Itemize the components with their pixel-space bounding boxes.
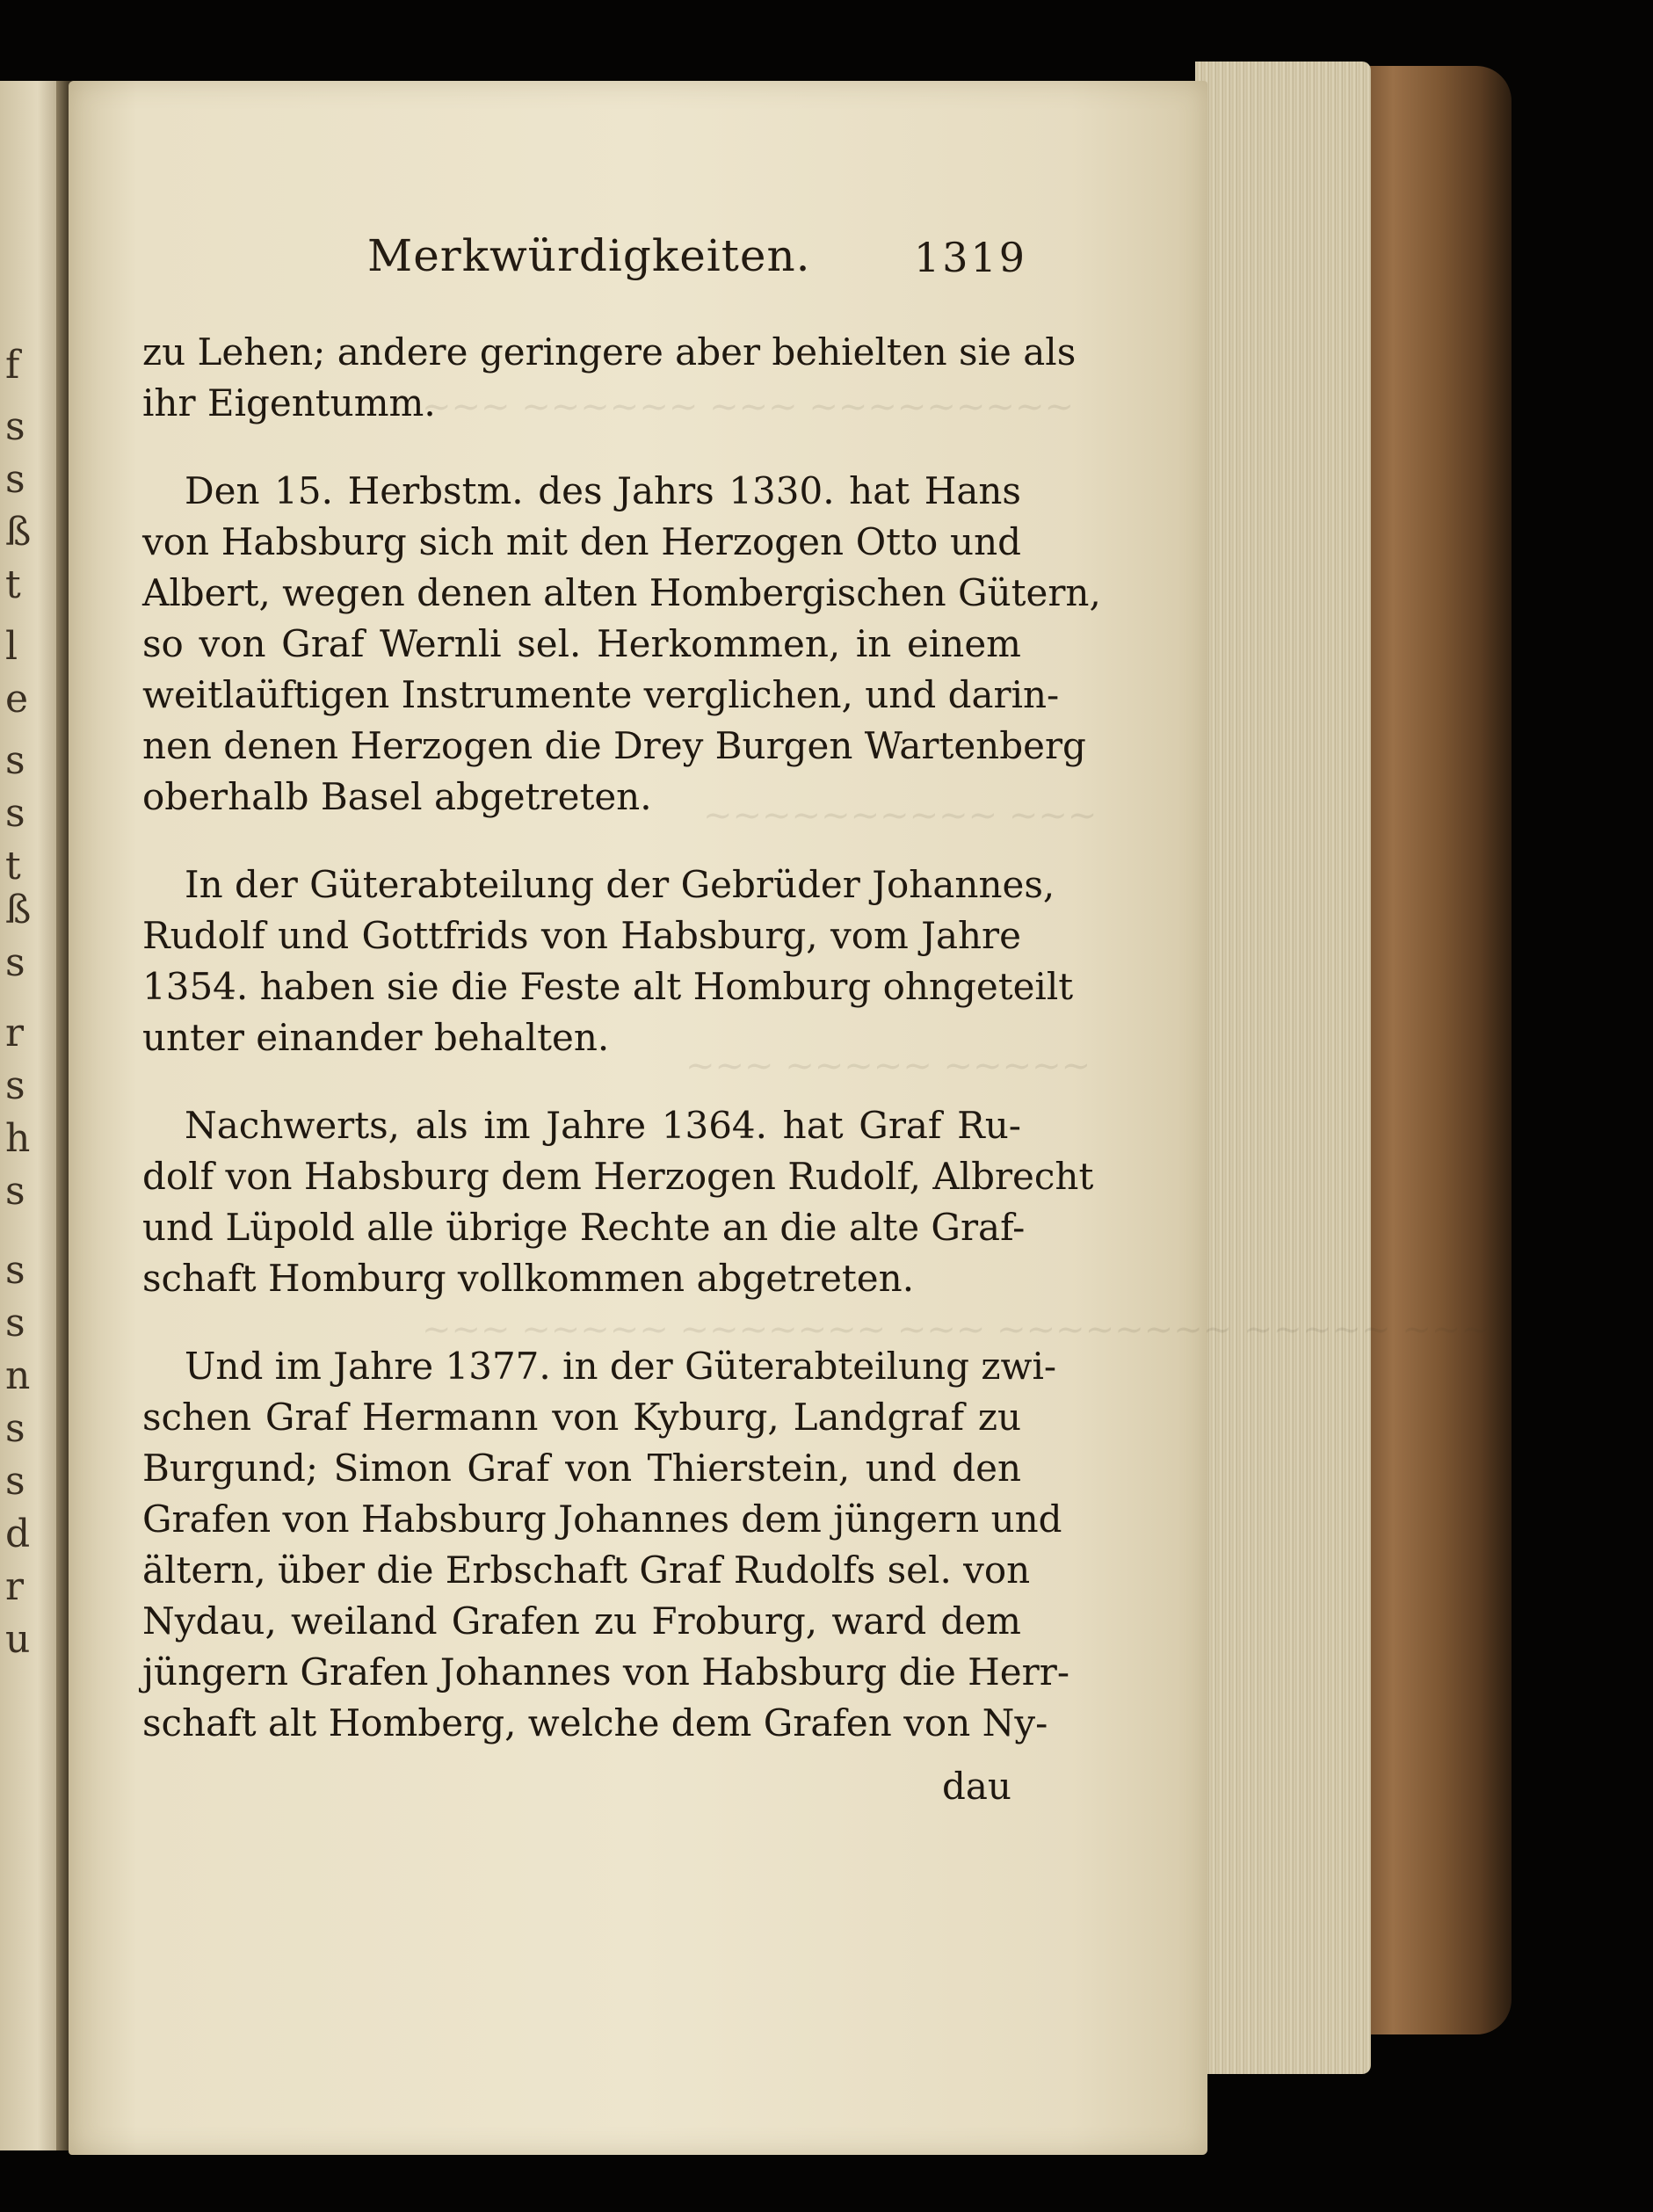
previous-page-letter: s: [5, 1169, 25, 1214]
text-line: von Habsburg sich mit den Herzogen Otto und: [142, 520, 1021, 563]
text-line: schen Graf Hermann von Kyburg, Landgraf zu: [142, 1396, 1021, 1439]
text-line: Nydau, weiland Grafen zu Froburg, ward dem: [142, 1599, 1021, 1643]
body-text: [142, 327, 1101, 1786]
paragraph: [142, 327, 1077, 429]
text-line: ältern, über die Erbschaft Graf Rudolfs sel. von: [142, 1548, 1031, 1592]
previous-page-letter: u: [5, 1617, 31, 1662]
text-line: schaft Homburg vollkommen abgetreten.: [142, 1257, 915, 1300]
page-header: [167, 230, 1046, 301]
paragraph: [142, 1100, 1094, 1304]
previous-page-letter: s: [5, 940, 25, 985]
previous-page-letter: d: [5, 1512, 31, 1556]
previous-page-letter: s: [5, 1406, 25, 1451]
text-line: Burgund; Simon Graf von Thierstein, und den: [142, 1447, 1021, 1490]
text-line: so von Graf Wernli sel. Herkommen, in einem: [142, 622, 1021, 665]
catchword: dau: [942, 1765, 1011, 1808]
text-line: Albert, wegen denen alten Hombergischen Gütern,: [142, 571, 1101, 614]
text-line: ihr Eigentumm.: [142, 381, 436, 424]
text-line: oberhalb Basel abgetreten.: [142, 775, 652, 818]
text-line: zu Lehen; andere geringere aber behielten sie als: [142, 330, 1077, 374]
text-line: In der Güterabteilung der Gebrüder Johannes,: [185, 863, 1055, 906]
text-line: unter einander behalten.: [142, 1016, 610, 1059]
paragraph: [142, 466, 1101, 823]
paragraph: [142, 1341, 1070, 1749]
page-number: 1319: [914, 234, 1028, 281]
previous-page-letter: t: [5, 844, 21, 888]
previous-page-letter: s: [5, 791, 25, 836]
previous-page-letter: s: [5, 1459, 25, 1504]
previous-page-letter: r: [5, 1564, 25, 1609]
previous-page-letter: f: [5, 343, 20, 388]
paragraph: [142, 859, 1074, 1063]
previous-page-letter: n: [5, 1353, 31, 1398]
text-line: und Lüpold alle übrige Rechte an die alte Graf-: [142, 1206, 1026, 1249]
page-edges: [1195, 62, 1371, 2074]
previous-page-letter: r: [5, 1011, 25, 1055]
text-line: schaft alt Homberg, welche dem Grafen von Ny-: [142, 1701, 1048, 1744]
text-line: Den 15. Herbstm. des Jahrs 1330. hat Hans: [185, 469, 1021, 512]
text-line: 1354. haben sie die Feste alt Homburg ohngeteilt: [142, 965, 1074, 1008]
previous-page-letter: e: [5, 677, 29, 722]
previous-page-letter: h: [5, 1116, 31, 1161]
previous-page-letter: s: [5, 1248, 25, 1293]
bleed-through: ~~~ ~~~~~ ~~~~~: [685, 1046, 1091, 1086]
bleed-through: ~~~~~~~~~~ ~~~: [703, 795, 1098, 836]
book-cover: [1353, 66, 1512, 2034]
bleed-through: ~~~ ~~~~~~ ~~~ ~~~~~~~~~: [422, 387, 1074, 427]
previous-page-letter: s: [5, 404, 25, 449]
previous-page-letter: s: [5, 1301, 25, 1345]
text-line: dolf von Habsburg dem Herzogen Rudolf, Albrecht: [142, 1155, 1094, 1198]
previous-page-letter: ß: [5, 510, 32, 555]
previous-page-letter: ß: [5, 888, 32, 932]
text-line: Nachwerts, als im Jahre 1364. hat Graf Ru-: [185, 1104, 1021, 1147]
previous-page-letter: s: [5, 1063, 25, 1108]
text-line: weitlaüftigen Instrumente verglichen, und darin-: [142, 673, 1060, 716]
previous-page-letter: s: [5, 738, 25, 783]
text-line: Und im Jahre 1377. in der Güterabteilung zwi-: [185, 1345, 1057, 1388]
previous-page-letter: l: [5, 624, 18, 669]
text-line: jüngern Grafen Johannes von Habsburg die Herr-: [142, 1650, 1070, 1693]
text-line: nen denen Herzogen die Drey Burgen Wartenberg: [142, 724, 1086, 767]
previous-page-letter: t: [5, 562, 21, 607]
previous-page-letter: s: [5, 457, 25, 502]
bleed-through: ~~~ ~~~~~ ~~~~~~~ ~~~ ~~~~~~~~ ~~~~~ ~~~: [422, 1309, 1490, 1350]
text-line: Rudolf und Gottfrids von Habsburg, vom Jahre: [142, 914, 1021, 957]
text-line: Grafen von Habsburg Johannes dem jüngern und: [142, 1498, 1062, 1541]
running-head: Merkwürdigkeiten.: [367, 230, 811, 281]
